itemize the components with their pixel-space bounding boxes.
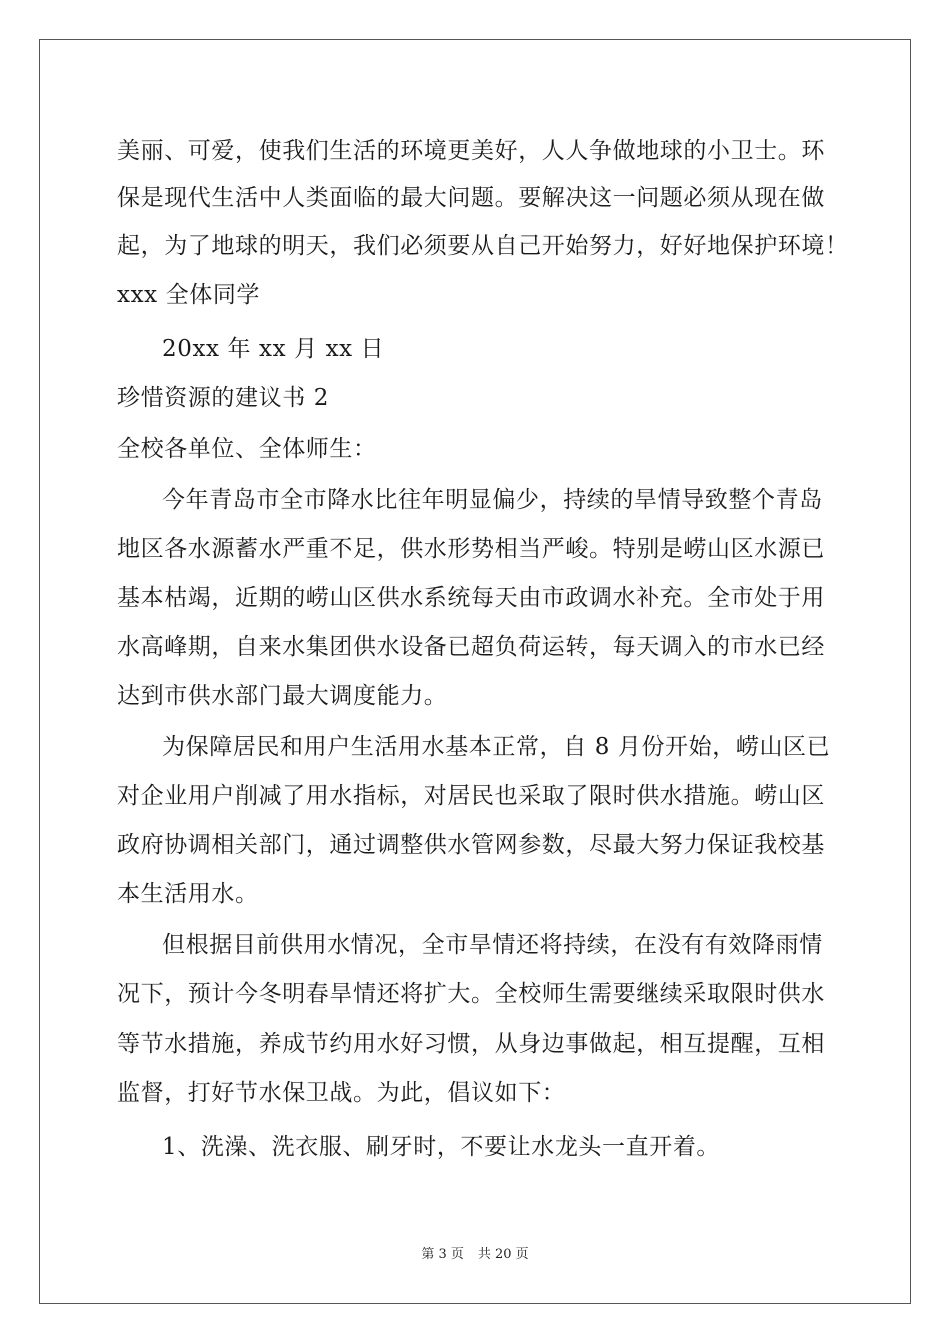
text-line: 地区各水源蓄水严重不足，供水形势相当严峻。特别是崂山区水源已 — [117, 536, 825, 562]
date-line: 20xx 年 xx 月 xx 日 — [162, 336, 385, 362]
page-number: 第 3 页 — [421, 1247, 464, 1262]
text-line: 今年青岛市全市降水比往年明显偏少，持续的旱情导致整个青岛 — [162, 487, 823, 513]
text-line: 为保障居民和用户生活用水基本正常，自 8 月份开始，崂山区已 — [162, 734, 831, 760]
page-footer — [0, 1246, 950, 1264]
text-line: 等节水措施，养成节约用水好习惯，从身边事做起，相互提醒，互相 — [117, 1031, 825, 1057]
salutation: 全校各单位、全体师生： — [117, 436, 377, 462]
section-title: 珍惜资源的建议书 2 — [117, 385, 329, 411]
list-item: 1、洗澡、洗衣服、刷牙时，不要让水龙头一直开着。 — [162, 1134, 721, 1160]
text-line: 本生活用水。 — [117, 881, 259, 907]
text-line: 美丽、可爱，使我们生活的环境更美好，人人争做地球的小卫士。环 — [117, 138, 825, 164]
signature-line: xxx 全体同学 — [117, 282, 261, 308]
text-line: 况下，预计今冬明春旱情还将扩大。全校师生需要继续采取限时供水 — [117, 981, 825, 1007]
text-line: 但根据目前供用水情况，全市旱情还将持续，在没有有效降雨情 — [162, 932, 823, 958]
page-total: 共 20 页 — [477, 1247, 529, 1262]
text-line: 水高峰期，自来水集团供水设备已超负荷运转，每天调入的市水已经 — [117, 634, 825, 660]
text-line: 起，为了地球的明天，我们必须要从自己开始努力，好好地保护环境！ — [117, 233, 849, 259]
text-line: 基本枯竭，近期的崂山区供水系统每天由市政调水补充。全市处于用 — [117, 585, 825, 611]
text-line: 政府协调相关部门，通过调整供水管网参数，尽最大努力保证我校基 — [117, 832, 825, 858]
text-line: 达到市供水部门最大调度能力。 — [117, 683, 448, 709]
text-line: 保是现代生活中人类面临的最大问题。要解决这一问题必须从现在做 — [117, 185, 825, 211]
page-frame — [39, 39, 911, 1304]
text-line: 对企业用户削减了用水指标，对居民也采取了限时供水措施。崂山区 — [117, 783, 825, 809]
text-line: 监督，打好节水保卫战。为此，倡议如下： — [117, 1080, 566, 1106]
